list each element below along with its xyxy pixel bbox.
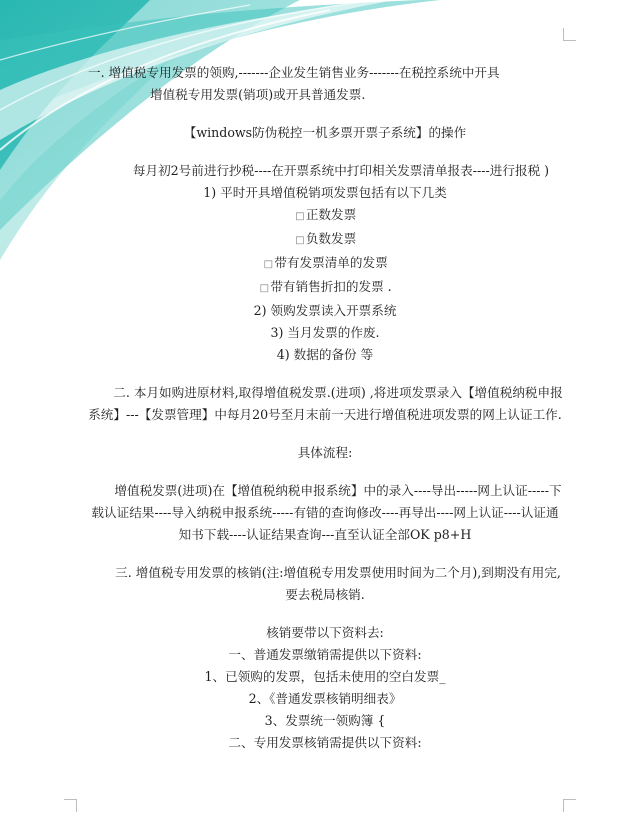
checkbox-bullet-icon: □ bbox=[295, 235, 305, 246]
invoice-type-list bbox=[86, 204, 564, 366]
special-invoice-title: 二、专用发票核销需提供以下资料: bbox=[228, 735, 422, 750]
list-item: □正数发票 bbox=[86, 204, 564, 228]
tax-copy-paragraph: 每月初2号前进行抄税----在开票系统中打印相关发票清单报表----进行报税 ) bbox=[132, 163, 550, 178]
flow-paragraph: 增值税发票(进项)在【增值税纳税申报系统】中的录入----导出-----网上认证-----下载认证结果----导入纳税申报系统-----有错的查询修改----再导出----网上认证----认证通知书下载----认证结果查询---直至认证全部OK p8+H bbox=[91, 483, 562, 542]
list-title: 1) 平时开具增值税销项发票包括有以下几类 bbox=[203, 185, 447, 200]
ordinary-item: 3、发票统一领购簿 { bbox=[264, 713, 386, 728]
ordinary-item: 1、已领购的发票，包括未使用的空白发票_ bbox=[204, 669, 446, 684]
section-one-line: 一. 增值税专用发票的领购,-------企业发生销售业务-------在税控系统中开具 bbox=[88, 65, 500, 80]
list-item: 4) 数据的备份 等 bbox=[276, 347, 374, 362]
checkbox-bullet-icon: □ bbox=[263, 259, 274, 270]
section-three-paragraph: 三. 增值税专用发票的核销(注:增值税专用发票使用时间为二个月),到期没有用完,要去税局核销. bbox=[115, 565, 561, 602]
list-item: □负数发票 bbox=[86, 228, 564, 252]
list-item: 3) 当月发票的作废. bbox=[270, 325, 380, 340]
checkbox-bullet-icon: □ bbox=[259, 283, 270, 294]
ordinary-invoice-title: 一、普通发票缴销需提供以下资料: bbox=[228, 647, 422, 662]
section-two-paragraph: 二. 本月如购进原材料,取得增值税发票.(进项) ,将进项发票录入【增值税纳税申报系统】---【发票管理】中每月20号至月末前一天进行增值税进项发票的网上认证工作. bbox=[88, 385, 563, 422]
flow-title: 具体流程: bbox=[297, 445, 353, 460]
corner-mark bbox=[563, 799, 576, 812]
checkbox-bullet-icon: □ bbox=[295, 211, 305, 222]
document-body bbox=[86, 62, 564, 754]
materials-title: 核销要带以下资料去: bbox=[266, 625, 384, 640]
system-heading: 【windows防伪税控一机多票开票子系统】的操作 bbox=[183, 125, 467, 140]
list-item: □带有发票清单的发票 bbox=[86, 252, 564, 276]
list-item: 2) 领购发票读入开票系统 bbox=[253, 303, 397, 318]
corner-mark bbox=[563, 28, 576, 41]
ordinary-item: 2、《普通发票核销明细表》 bbox=[248, 691, 402, 706]
corner-mark bbox=[64, 799, 77, 812]
section-one-line: 增值税专用发票(销项)或开具普通发票. bbox=[150, 87, 366, 102]
list-item: □带有销售折扣的发票 . bbox=[86, 276, 564, 300]
